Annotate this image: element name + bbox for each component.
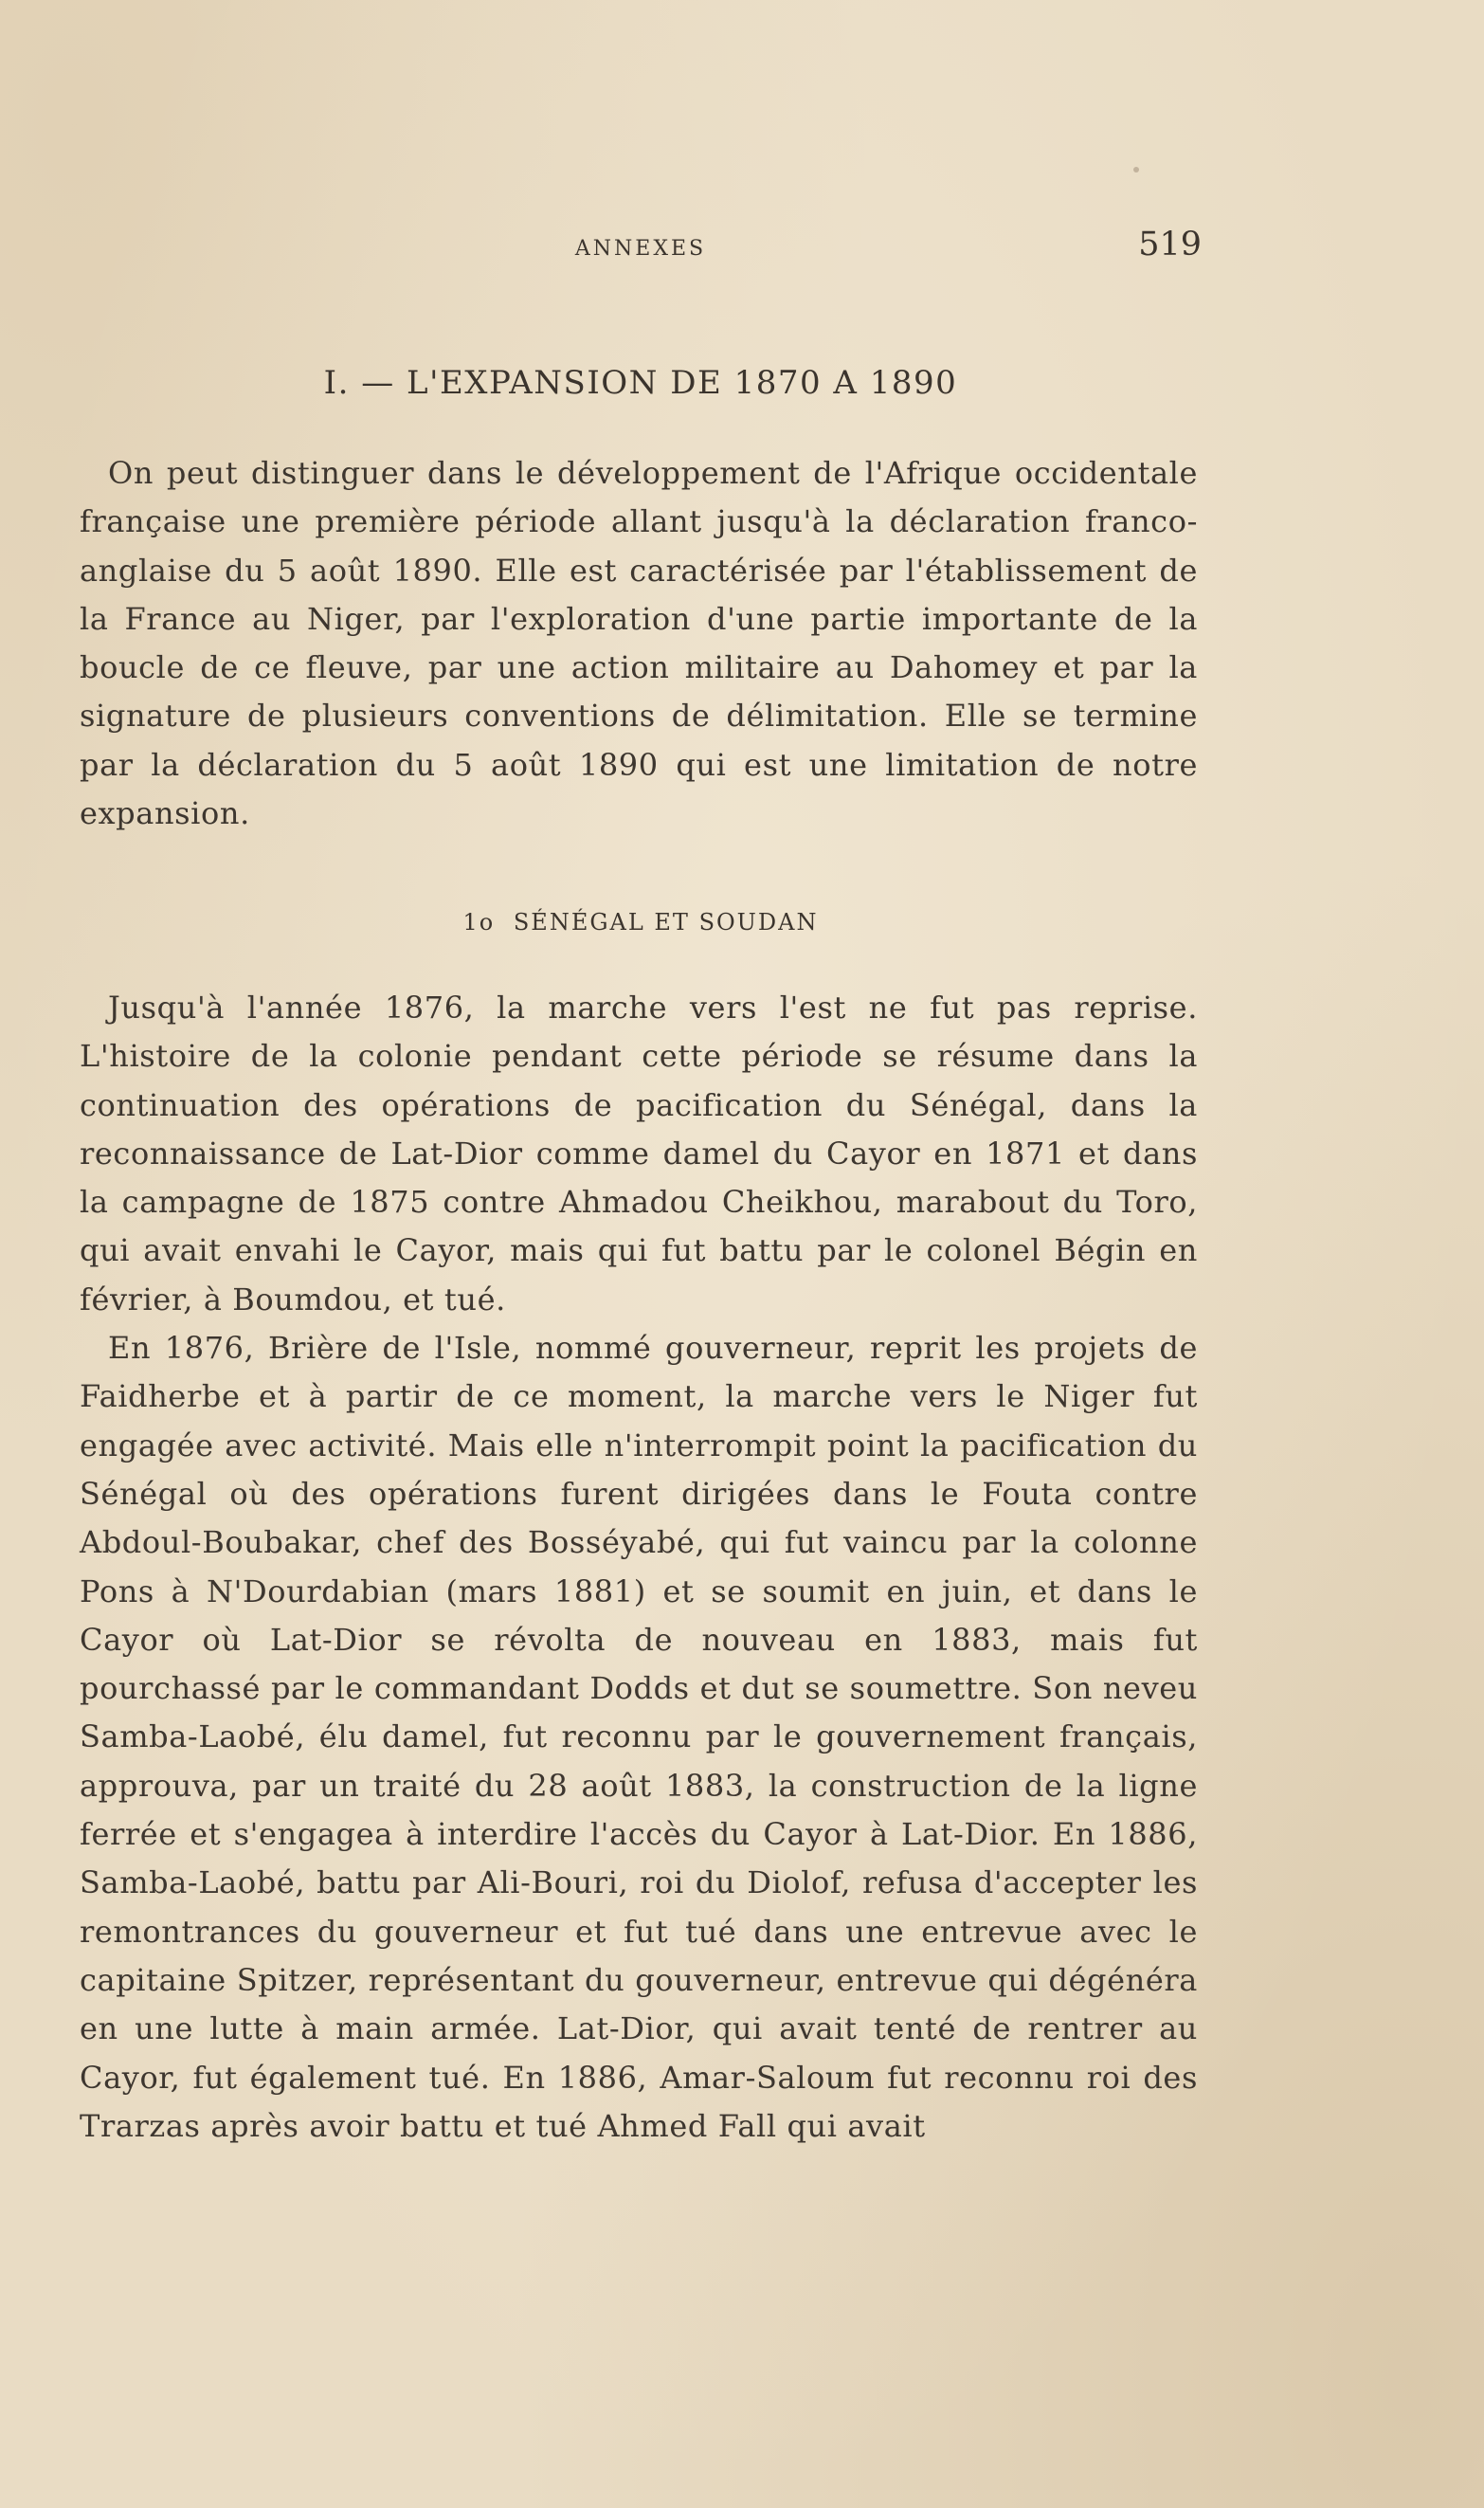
intro-paragraph: On peut distinguer dans le développement de l'Afrique occidentale française une première période allant jusqu'à la déclaration franco-anglaise du 5 août 1890. Elle est caractérisée par l'établissement de la France au Niger, par l'exploration d'une partie importante de la boucle de ce fleuve, par une action militaire au Dahomey et par la signature de plusieurs conventions de délimitation. Elle se termine par la déclaration du 5 août 1890 qui est une limitation de notre expansion.	[80, 455, 1198, 832]
running-header	[80, 226, 1202, 269]
paragraph: En 1876, Brière de l'Isle, nommé gouverneur, reprit les projets de Faidherbe et à partir de ce moment, la marche vers le Niger fut engagée avec activité. Mais elle n'interrompit point la pacification du Sénégal où des opérations furent dirigées dans le Fouta contre Abdoul-Boubakar, chef des Bosséyabé, qui fut vaincu par la colonne Pons à N'Dourdabian (mars 1881) et se soumit en juin, et dans le Cayor où Lat-Dior se révolta de nouveau en 1883, mais fut pourchassé par le commandant Dodds et dut se soumettre. Son neveu Samba-Laobé, élu damel, fut reconnu par le gouvernement français, approuva, par un traité du 28 août 1883, la construction de la ligne ferrée et s'engagea à interdire l'accès du Cayor à Lat-Dior. En 1886, Samba-Laobé, battu par Ali-Bouri, roi du Diolof, refusa d'accepter les remontrances du gouverneur et fut tué dans une entrevue avec le capitaine Spitzer, représentant du gouverneur, entrevue qui dégénéra en une lutte à main armée. Lat-Dior, qui avait tenté de rentrer au Cayor, fut également tué. En 1886, Amar-Saloum fut reconnu roi des Trarzas après avoir battu et tué Ahmed Fall qui avait	[80, 1330, 1198, 2144]
running-title: ANNEXES	[574, 237, 707, 261]
intro-text	[80, 449, 1198, 838]
section-title: I. — L'EXPANSION DE 1870 A 1890	[323, 364, 958, 402]
subsection-heading	[80, 909, 1202, 936]
paragraph: Jusqu'à l'année 1876, la marche vers l'est ne fut pas reprise. L'histoire de la colonie pendant cette période se résume dans la continuation des opérations de pacification du Sénégal, dans la reconnaissance de Lat-Dior comme damel du Cayor en 1871 et dans la campagne de 1875 contre Ahmadou Cheikhou, marabout du Toro, qui avait envahi le Cayor, mais qui fut battu par le colonel Bégin en février, à Boumdou, et tué.	[80, 990, 1198, 1318]
subsection-title: SÉNÉGAL ET SOUDAN	[513, 909, 819, 936]
scan-speck	[1133, 167, 1139, 173]
subsection-text	[80, 984, 1198, 2151]
subsection-number: 1o	[462, 909, 496, 936]
page-number: 519	[1138, 226, 1202, 264]
